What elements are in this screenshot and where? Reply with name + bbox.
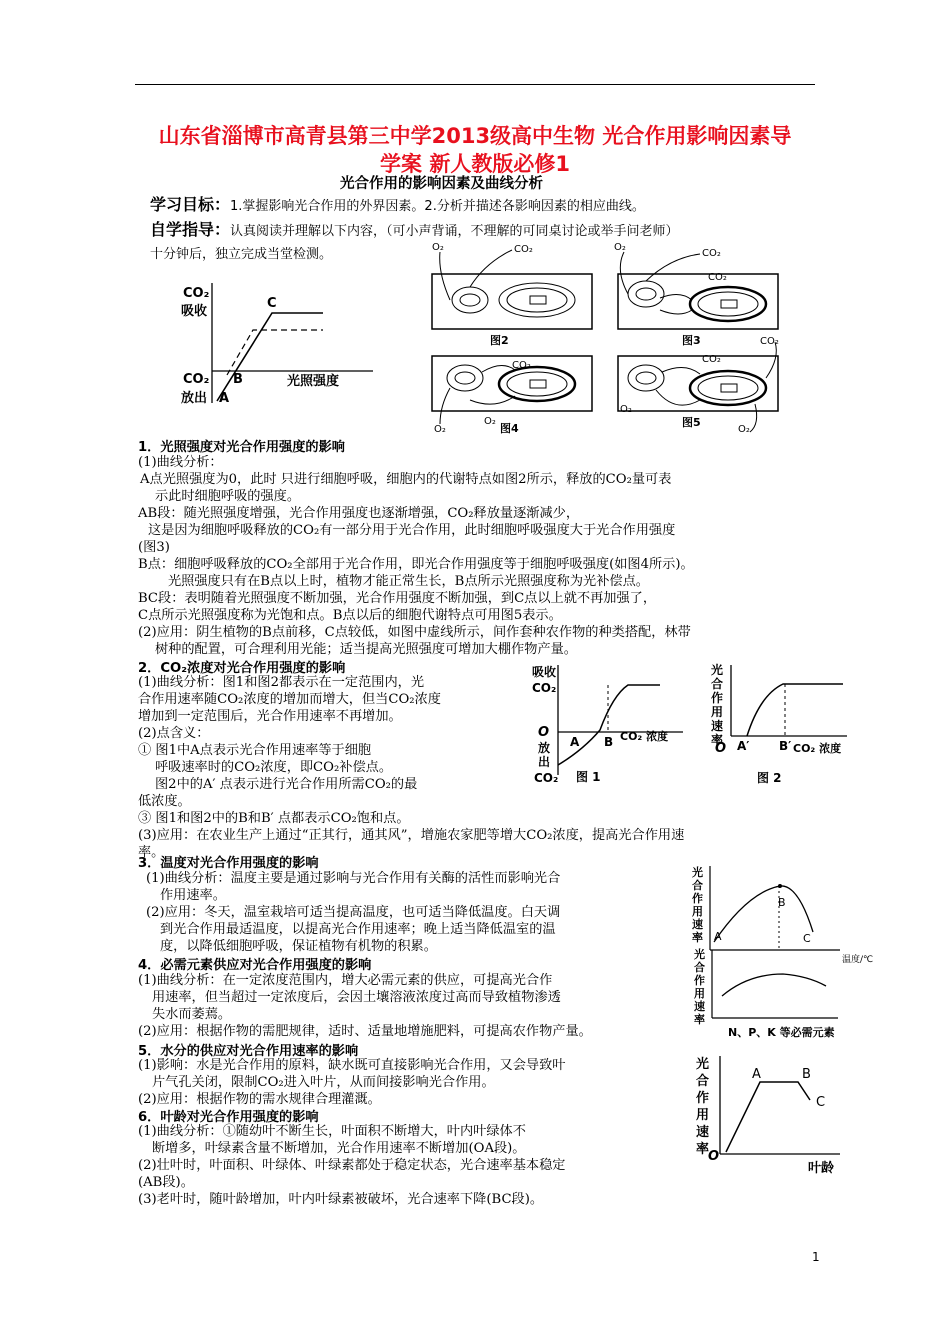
svg-text:用: 用	[694, 987, 705, 1000]
learning-goal	[150, 192, 645, 215]
s5-line: (1)影响：水是光合作用的原料，缺水既可直接影响光合作用，又会导致叶	[138, 1058, 566, 1073]
s6-line: (2)壮叶时，叶面积、叶绿体、叶绿素都处于稳定状态，光合速率基本稳定	[138, 1158, 566, 1173]
fig-leaf-point-b: B	[802, 1067, 811, 1082]
s6-line: (AB段)。	[138, 1175, 194, 1190]
svg-text:速: 速	[692, 918, 703, 931]
s2-line: 合作用速率随CO₂浓度的增加而增大，但当CO₂浓度	[138, 692, 441, 707]
fig-co2-1-point-b: B	[604, 735, 614, 749]
s2-line: ③ 图1和图2中的B和B′ 点都表示CO₂饱和点。	[138, 811, 410, 826]
fig2-o2: O₂	[432, 242, 444, 253]
s3-line: (1)曲线分析：温度主要是通过影响与光合作用有关酶的活性而影响光合	[146, 871, 561, 886]
fig-co2-1-caption: 图 1	[576, 770, 601, 784]
fig3-caption: 图3	[682, 334, 701, 347]
s4-line: (1)曲线分析：在一定浓度范围内，增大必需元素的供应，可提高光合作	[138, 973, 553, 988]
svg-text:率: 率	[692, 931, 703, 944]
s1-line: (图3)	[138, 540, 170, 555]
svg-text:用: 用	[696, 1108, 710, 1123]
doc-title-line2: 学案 新人教版必修1	[380, 152, 570, 176]
fig-co2-1-xlabel: CO₂ 浓度	[620, 730, 669, 743]
fig3-co2-a: CO₂	[702, 248, 721, 259]
s2-line: (2)点含义：	[138, 726, 210, 741]
fig4-o2-a: O₂	[484, 416, 496, 427]
svg-text:速: 速	[711, 719, 724, 733]
fig-co2-1-y4: 出	[538, 755, 551, 769]
s1-line: AB段：随光照强度增强，光合作用强度也逐渐增强，CO₂释放量逐渐减少，	[138, 506, 580, 521]
fig-co2-1-origin: O	[538, 725, 550, 740]
s4-line: 失水而萎蔫。	[152, 1007, 232, 1022]
goal-label: 学习目标：	[150, 195, 231, 214]
s2-line: (3)应用：在农业生产上通过“正其行，通其风”，增施农家肥等增大CO₂浓度，提高光合作用速	[138, 828, 685, 843]
fig-co2-2-point-b: B′	[779, 739, 792, 753]
fig-co2-1-y2: CO₂	[532, 681, 557, 695]
s1-line: A点光照强度为0，此时 只进行细胞呼吸，细胞内的代谢特点如图2所示，释放的CO₂量可表	[140, 472, 672, 487]
s2-line: ① 图1中A点表示光合作用速率等于细胞	[138, 743, 372, 758]
fig-leaf-xlabel: 叶龄	[808, 1161, 835, 1176]
fig5-o2-b: O₂	[738, 424, 750, 435]
fig-light-absorb: 吸收	[181, 304, 208, 319]
fig3-o2: O₂	[614, 242, 626, 253]
s6-line: 断增多，叶绿素含量不断增加，光合作用速率不断增加(OA段)。	[152, 1141, 526, 1156]
fig-elem-ylabel: 光合作用速率	[688, 946, 694, 947]
svg-text:速: 速	[694, 1000, 705, 1013]
fig2-caption: 图2	[490, 334, 509, 347]
s2-line: 率。	[138, 845, 165, 860]
svg-text:用: 用	[692, 905, 703, 918]
s1-head: 1．光照强度对光合作用强度的影响	[138, 440, 345, 455]
fig5-co2-b: CO₂	[760, 336, 779, 347]
fig-elem-xlabel: N、P、K 等必需元素	[728, 1026, 835, 1039]
fig-light-release: 放出	[181, 391, 208, 406]
s6-head: 6．叶龄对光合作用强度的影响	[138, 1110, 319, 1125]
fig-temp-ylabel: 光合作用速率	[688, 862, 694, 863]
co2-figure-1	[528, 660, 688, 790]
fig-co2-1-y3: 放	[538, 741, 551, 755]
s3-head: 3．温度对光合作用强度的影响	[138, 856, 319, 871]
fig2-co2: CO₂	[514, 244, 533, 255]
s5-line: (2)应用：根据作物的需水规律合理灌溉。	[138, 1092, 381, 1107]
fig-light-point-c: C	[267, 296, 277, 311]
page-number: 1	[812, 1250, 820, 1264]
svg-text:合: 合	[711, 677, 724, 691]
svg-text:光: 光	[694, 948, 705, 961]
guide-label: 自学指导：	[150, 220, 231, 239]
svg-text:作: 作	[692, 892, 703, 905]
fig3-co2-b: CO₂	[708, 272, 727, 283]
element-figure	[688, 946, 868, 1041]
s5-head: 5．水分的供应对光合作用速率的影响	[138, 1044, 359, 1059]
s2-line: (1)曲线分析：图1和图2都表示在一定范围内，光	[138, 675, 425, 690]
fig-light-xlabel: 光照强度	[287, 374, 340, 389]
s1-line: (2)应用：阴生植物的B点前移，C点较低，如图中虚线所示，间作套种农作物的种类搭配，林带	[138, 625, 691, 640]
s5-line: 片气孔关闭，限制CO₂进入叶片，从而间接影响光合作用。	[152, 1075, 495, 1090]
fig-temp-xlabel: 温度/℃	[842, 955, 874, 965]
s2-line: 低浓度。	[138, 794, 191, 809]
cell-diagrams	[410, 238, 800, 433]
fig-light-co2-up: CO₂	[183, 286, 210, 301]
svg-text:率: 率	[694, 1013, 705, 1026]
fig-co2-2-caption: 图 2	[757, 771, 782, 785]
self-study-guide	[150, 217, 679, 240]
svg-text:合: 合	[694, 961, 705, 974]
s1-line: (1)曲线分析：	[138, 455, 223, 470]
s1-line: C点所示光照强度称为光饱和点。B点以后的细胞代谢特点可用图5表示。	[138, 608, 562, 623]
fig-leaf-point-a: A	[752, 1067, 761, 1082]
svg-text:用: 用	[711, 705, 724, 719]
svg-text:速: 速	[696, 1125, 710, 1140]
guide-text: 认真阅读并理解以下内容，（可小声背诵，不理解的可同桌讨论或举手问老师）	[230, 224, 679, 239]
doc-title-line1: 山东省淄博市高青县第三中学2013级高中生物 光合作用影响因素导	[158, 124, 792, 148]
fig5-co2-a: CO₂	[702, 354, 721, 365]
guide-text-2: 十分钟后，独立完成当堂检测。	[150, 247, 333, 262]
fig5-caption: 图5	[682, 416, 701, 429]
s1-line: 示此时细胞呼吸的强度。	[155, 489, 301, 504]
svg-text:光: 光	[696, 1057, 710, 1072]
svg-text:作: 作	[711, 691, 724, 705]
fig-leaf-ylabel: 光合作用速率	[690, 1048, 696, 1049]
s2-head: 2．CO₂浓度对光合作用强度的影响	[138, 661, 346, 676]
svg-text:光: 光	[692, 866, 703, 879]
s4-line: 用速率，但当超过一定浓度后，会因土壤溶液浓度过高而导致植物渗透	[152, 990, 561, 1005]
co2-figure-2	[705, 649, 855, 790]
svg-text:合: 合	[692, 879, 703, 892]
top-rule	[135, 84, 815, 85]
svg-text:光: 光	[711, 663, 724, 677]
fig4-co2: CO₂	[512, 360, 531, 371]
doc-subtitle: 光合作用的影响因素及曲线分析	[340, 176, 543, 192]
cell-fig4	[432, 356, 592, 435]
fig-co2-2-origin: O	[715, 741, 727, 756]
fig-light-co2-down: CO₂	[183, 372, 210, 387]
s1-line: B点：细胞呼吸释放的CO₂全部用于光合作用，即光合作用强度等于细胞呼吸强度(如图4所示)。	[138, 557, 694, 572]
fig-co2-2-ylabel: 光合作用速率	[705, 649, 778, 663]
fig4-caption: 图4	[500, 422, 519, 435]
fig5-o2-a: O₂	[620, 404, 632, 415]
light-intensity-figure	[175, 275, 385, 415]
s2-line: 呼吸速率时的CO₂浓度，即CO₂补偿点。	[155, 760, 393, 775]
svg-text:合: 合	[696, 1074, 710, 1089]
s2-line: 增加到一定范围后，光合作用速率不再增加。	[138, 709, 402, 724]
s3-line: 作用速率。	[160, 888, 226, 903]
s1-line: BC段：表明随着光照强度不断加强，光合作用强度不断加强，到C点以上就不再加强了，	[138, 591, 657, 606]
fig-leaf-point-c: C	[816, 1095, 826, 1110]
fig-temp-point-b: B	[778, 896, 786, 909]
cell-fig5	[618, 336, 779, 435]
fig-co2-1-y1: 吸收	[532, 665, 557, 679]
s3-line: 度，以降低细胞呼吸，保证植物有机物的积累。	[160, 939, 437, 954]
goal-text: 1.掌握影响光合作用的外界因素。2.分析并描述各影响因素的相应曲线。	[230, 199, 645, 214]
svg-text:作: 作	[694, 974, 705, 987]
s4-head: 4．必需元素供应对光合作用强度的影响	[138, 958, 372, 973]
fig-co2-1-point-a: A	[570, 735, 580, 749]
svg-text:作: 作	[696, 1091, 710, 1106]
fig4-o2-b: O₂	[434, 424, 446, 435]
fig-temp-point-c: C	[803, 932, 811, 945]
fig-light-point-a: A	[219, 391, 230, 406]
fig-leaf-origin: O	[708, 1149, 720, 1164]
s3-line: 到光合作用最适温度，以提高光合作用速率；晚上适当降低温室的温	[160, 922, 556, 937]
s6-line: (3)老叶时，随叶龄增加，叶内叶绿素被破坏，光合速率下降(BC段)。	[138, 1192, 544, 1207]
cell-fig2	[432, 242, 592, 347]
svg-text:率: 率	[696, 1142, 710, 1157]
s3-line: (2)应用：冬天，温室栽培可适当提高温度，也可适当降低温度。白天调	[146, 905, 561, 920]
fig-co2-2-xlabel: CO₂ 浓度	[793, 742, 842, 755]
cell-fig3	[614, 242, 778, 347]
leaf-age-figure	[690, 1048, 860, 1178]
fig-temp-point-a: A	[714, 930, 722, 943]
s1-line: 树种的配置，可合理利用光能；适当提高光照强度可增加大棚作物产量。	[155, 642, 577, 657]
s2-line: 图2中的A′ 点表示进行光合作用所需CO₂的最	[155, 777, 418, 792]
s6-line: (1)曲线分析：①随幼叶不断生长，叶面积不断增大，叶内叶绿体不	[138, 1124, 526, 1139]
fig-light-point-b: B	[233, 372, 243, 387]
fig-co2-2-point-a: A′	[737, 739, 750, 753]
s1-line: 这是因为细胞呼吸释放的CO₂有一部分用于光合作用，此时细胞呼吸强度大于光合作用强度	[148, 523, 676, 538]
s4-line: (2)应用：根据作物的需肥规律，适时、适量地增施肥料，可提高农作物产量。	[138, 1024, 592, 1039]
svg-text:率: 率	[711, 733, 724, 747]
s1-line: 光照强度只有在B点以上时，植物才能正常生长，B点所示光照强度称为光补偿点。	[168, 574, 649, 589]
fig-co2-1-y5: CO₂	[534, 771, 559, 785]
